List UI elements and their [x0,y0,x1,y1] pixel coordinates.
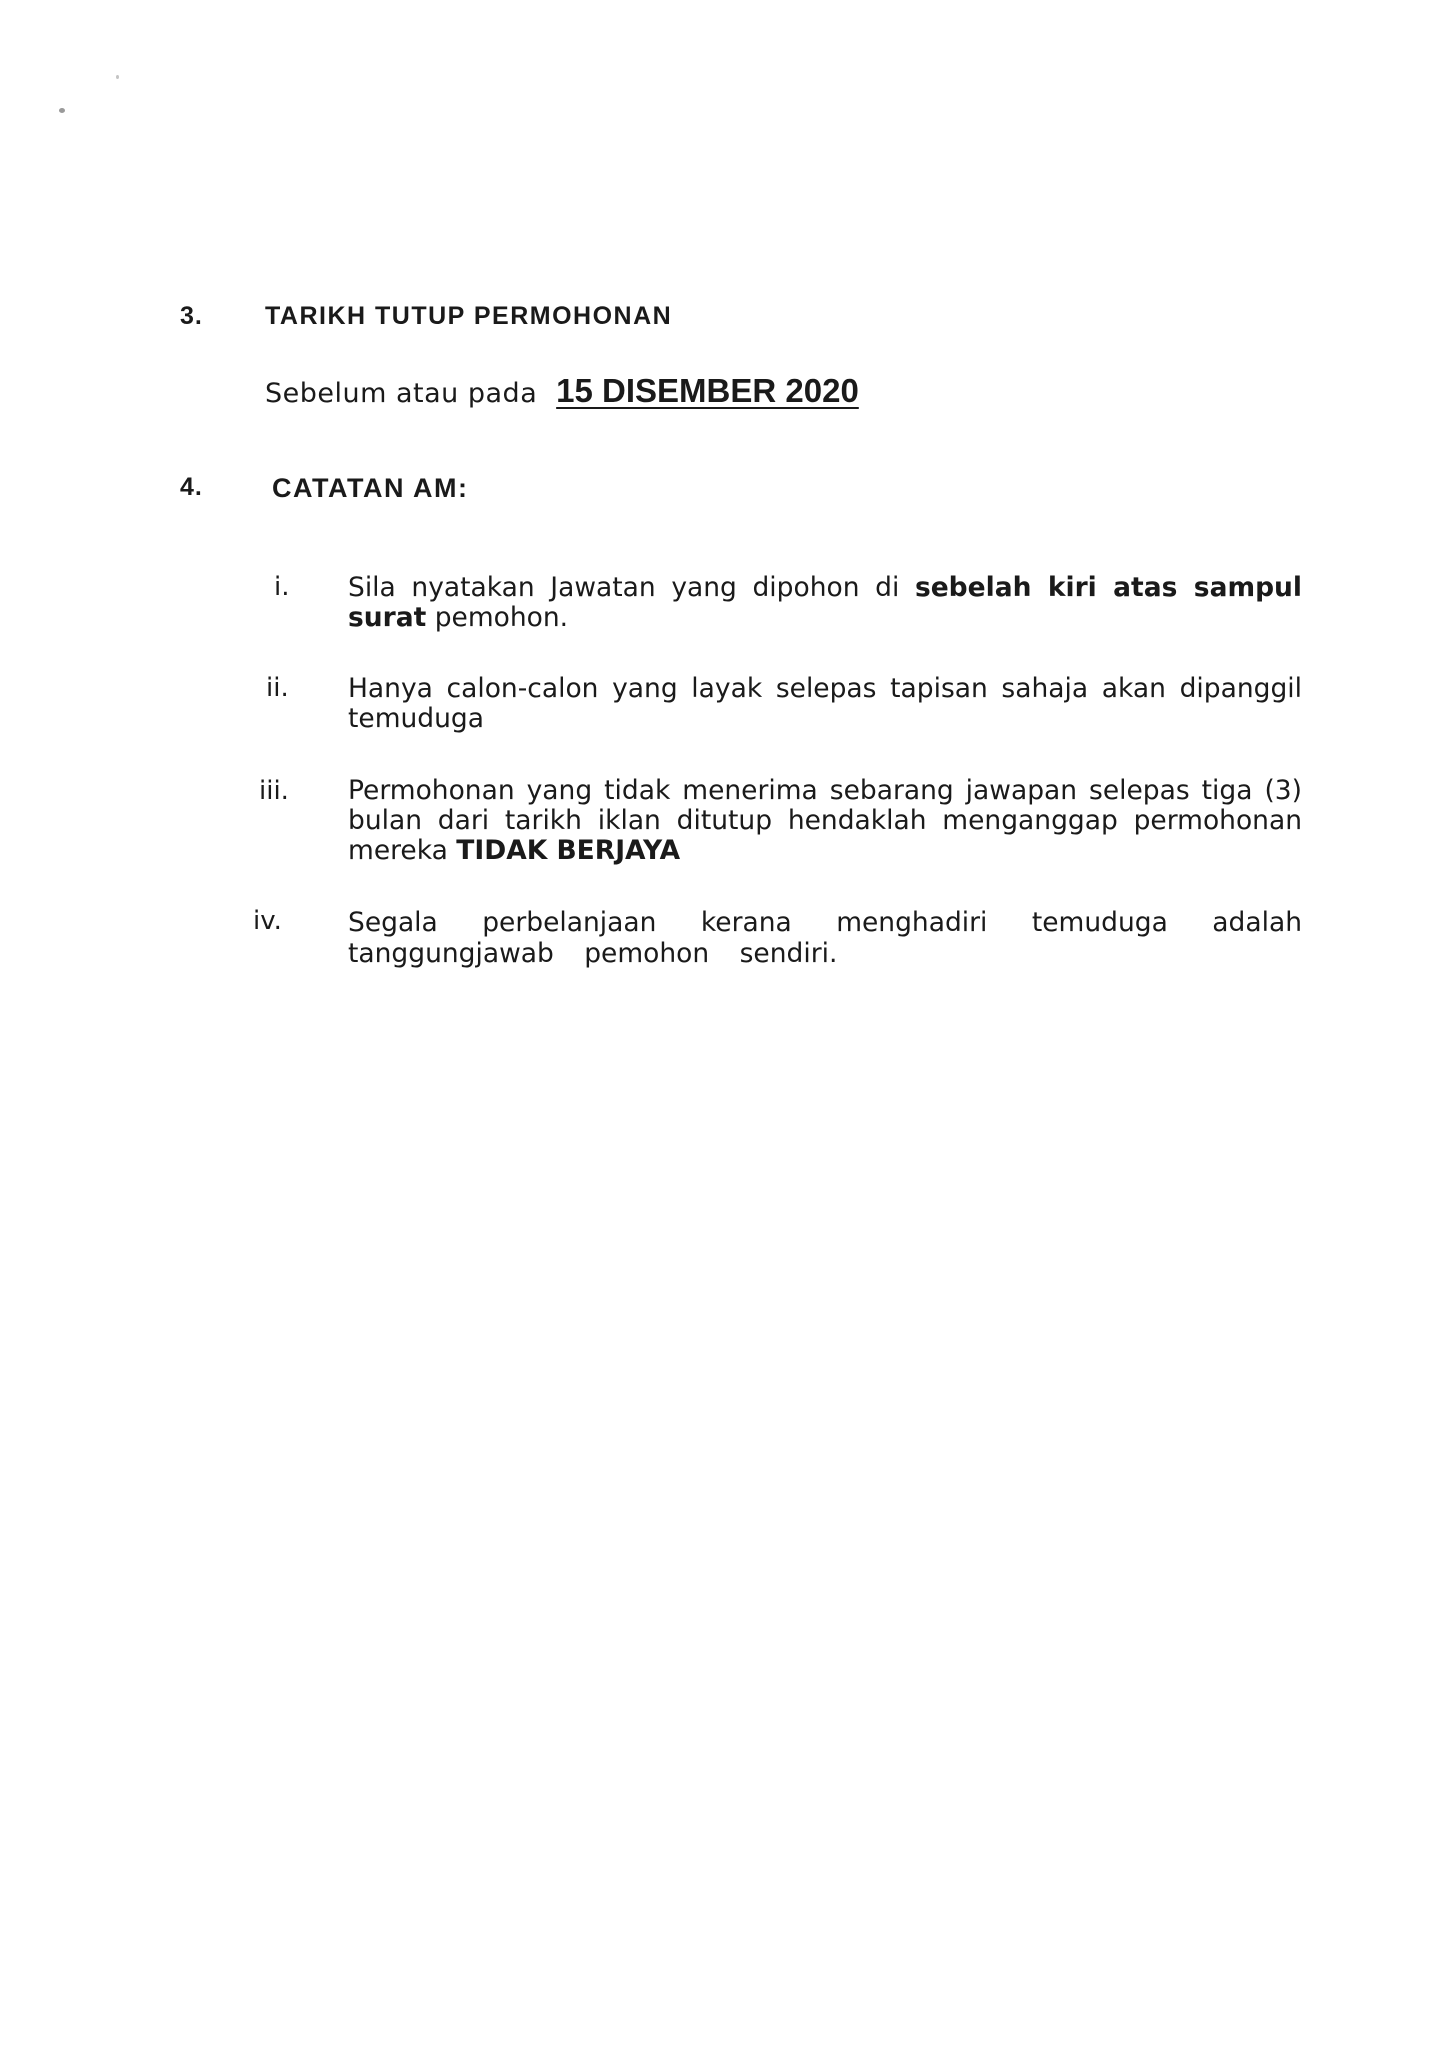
section-3-title: TARIKH TUTUP PERMOHONAN [265,302,673,330]
closing-date: 15 DISEMBER 2020 [556,372,859,409]
scan-speck [59,108,65,113]
scan-speck [116,75,119,79]
note-iii-text [348,776,1302,866]
note-iv-text: Segala perbelanjaan kerana menghadiri temuduga adalah tanggungjawab pemohon sendiri. [348,907,1302,969]
note-iii-text-before: Permohonan yang tidak menerima sebarang jawapan selepas tiga (3) bulan dari tarikh iklan ditutup hendaklah menganggap permohonan mereka [348,775,1302,866]
note-i-text-before: Sila nyatakan Jawatan yang dipohon di [348,572,915,603]
note-numeral-ii: ii. [266,673,289,703]
section-3-number: 3. [180,302,203,330]
note-numeral-iv: iv. [253,906,282,936]
note-iii-bold: TIDAK BERJAYA [456,835,681,866]
note-i-bold: sebelah kiri atas sampul surat [348,572,1302,633]
section-4-title: CATATAN AM: [272,473,469,503]
note-numeral-iii: iii. [259,776,289,806]
section-4-number: 4. [180,473,203,501]
closing-prefix: Sebelum atau pada [265,378,538,409]
note-i-text-after: pemohon. [426,602,569,633]
note-i-text [348,573,1302,633]
note-numeral-i: i. [274,572,290,602]
note-ii-text: Hanya calon-calon yang layak selepas tapisan sahaja akan dipanggil temuduga [348,673,1302,734]
closing-date-line [265,372,859,410]
